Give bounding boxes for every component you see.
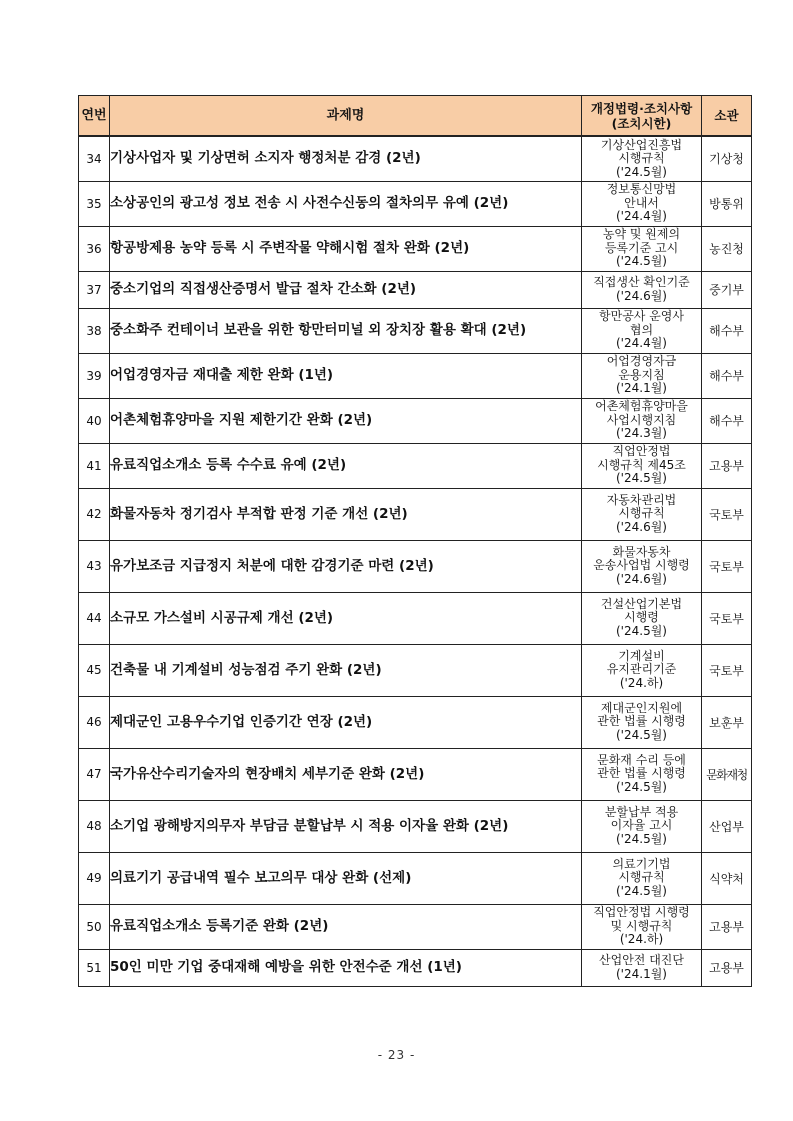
law-and-deadline: 건설산업기본법 시행령 ('24.5월): [582, 592, 702, 644]
task-title: 항공방제용 농약 등록 시 주변작물 약해시험 절차 완화 (2년): [110, 226, 582, 271]
row-number: 41: [79, 443, 110, 488]
header-no: 연번: [79, 96, 110, 137]
department: 국토부: [702, 644, 752, 696]
row-number: 45: [79, 644, 110, 696]
table-row: [79, 748, 752, 800]
law-and-deadline: 화물자동차 운송사업법 시행령 ('24.6월): [582, 540, 702, 592]
department: 농진청: [702, 226, 752, 271]
task-title: 유료직업소개소 등록 수수료 유예 (2년): [110, 443, 582, 488]
law-and-deadline: 항만공사 운영사 협의 ('24.4월): [582, 308, 702, 353]
row-number: 51: [79, 949, 110, 986]
law-and-deadline: 분할납부 적용 이자율 고시 ('24.5월): [582, 800, 702, 852]
row-number: 50: [79, 904, 110, 949]
table-row: [79, 904, 752, 949]
task-title: 소규모 가스설비 시공규제 개선 (2년): [110, 592, 582, 644]
row-number: 37: [79, 271, 110, 308]
task-title: 의료기기 공급내역 필수 보고의무 대상 완화 (선제): [110, 852, 582, 904]
row-number: 39: [79, 353, 110, 398]
row-number: 34: [79, 136, 110, 181]
department: 국토부: [702, 488, 752, 540]
header-law: 개정법령·조치사항 (조치시한): [582, 96, 702, 137]
table-row: [79, 271, 752, 308]
table-row: [79, 852, 752, 904]
law-and-deadline: 문화재 수리 등에 관한 법률 시행령 ('24.5월): [582, 748, 702, 800]
task-title: 유가보조금 지급정지 처분에 대한 감경기준 마련 (2년): [110, 540, 582, 592]
department: 산업부: [702, 800, 752, 852]
table-body: [79, 136, 752, 986]
row-number: 44: [79, 592, 110, 644]
task-title: 중소기업의 직접생산증명서 발급 절차 간소화 (2년): [110, 271, 582, 308]
table-row: [79, 308, 752, 353]
table-row: [79, 488, 752, 540]
row-number: 38: [79, 308, 110, 353]
department: 기상청: [702, 136, 752, 181]
table-row: [79, 949, 752, 986]
law-and-deadline: 의료기기법 시행규칙 ('24.5월): [582, 852, 702, 904]
task-title: 어업경영자금 재대출 제한 완화 (1년): [110, 353, 582, 398]
law-and-deadline: 기상산업진흥법 시행규칙 ('24.5월): [582, 136, 702, 181]
department: 고용부: [702, 949, 752, 986]
law-and-deadline: 제대군인지원에 관한 법률 시행령 ('24.5월): [582, 696, 702, 748]
task-title: 소상공인의 광고성 정보 전송 시 사전수신동의 절차의무 유예 (2년): [110, 181, 582, 226]
department: 해수부: [702, 353, 752, 398]
law-and-deadline: 농약 및 원제의 등록기준 고시 ('24.5월): [582, 226, 702, 271]
task-title: 건축물 내 기계설비 성능점검 주기 완화 (2년): [110, 644, 582, 696]
law-and-deadline: 정보통신망법 안내서 ('24.4월): [582, 181, 702, 226]
row-number: 42: [79, 488, 110, 540]
task-title: 유료직업소개소 등록기준 완화 (2년): [110, 904, 582, 949]
task-title: 제대군인 고용우수기업 인증기간 연장 (2년): [110, 696, 582, 748]
row-number: 40: [79, 398, 110, 443]
table-row: [79, 226, 752, 271]
table-row: [79, 181, 752, 226]
department: 고용부: [702, 443, 752, 488]
page-number: - 23 -: [377, 1048, 416, 1062]
table-row: [79, 800, 752, 852]
department: 방통위: [702, 181, 752, 226]
table-header-row: [79, 96, 752, 137]
table-row: [79, 592, 752, 644]
department: 국토부: [702, 592, 752, 644]
table-row: [79, 644, 752, 696]
law-and-deadline: 어업경영자금 운용지침 ('24.1월): [582, 353, 702, 398]
department: 고용부: [702, 904, 752, 949]
row-number: 46: [79, 696, 110, 748]
department: 해수부: [702, 398, 752, 443]
row-number: 43: [79, 540, 110, 592]
row-number: 49: [79, 852, 110, 904]
task-title: 중소화주 컨테이너 보관을 위한 항만터미널 외 장치장 활용 확대 (2년): [110, 308, 582, 353]
department: 식약처: [702, 852, 752, 904]
law-and-deadline: 산업안전 대진단 ('24.1월): [582, 949, 702, 986]
task-title: 국가유산수리기술자의 현장배치 세부기준 완화 (2년): [110, 748, 582, 800]
department: 문화재청: [702, 748, 752, 800]
task-title: 화물자동차 정기검사 부적합 판정 기준 개선 (2년): [110, 488, 582, 540]
task-title: 50인 미만 기업 중대재해 예방을 위한 안전수준 개선 (1년): [110, 949, 582, 986]
law-and-deadline: 자동차관리법 시행규칙 ('24.6월): [582, 488, 702, 540]
law-and-deadline: 어촌체험휴양마을 사업시행지침 ('24.3월): [582, 398, 702, 443]
law-and-deadline: 직업안정법 시행령 및 시행규칙 ('24.하): [582, 904, 702, 949]
task-title: 어촌체험휴양마을 지원 제한기간 완화 (2년): [110, 398, 582, 443]
law-and-deadline: 직업안정법 시행규칙 제45조 ('24.5월): [582, 443, 702, 488]
table-row: [79, 443, 752, 488]
law-and-deadline: 기계설비 유지관리기준 ('24.하): [582, 644, 702, 696]
table-row: [79, 136, 752, 181]
row-number: 48: [79, 800, 110, 852]
table-row: [79, 540, 752, 592]
row-number: 35: [79, 181, 110, 226]
table-row: [79, 353, 752, 398]
department: 보훈부: [702, 696, 752, 748]
header-title: 과제명: [110, 96, 582, 137]
law-and-deadline: 직접생산 확인기준 ('24.6월): [582, 271, 702, 308]
department: 중기부: [702, 271, 752, 308]
department: 국토부: [702, 540, 752, 592]
task-title: 기상사업자 및 기상면허 소지자 행정처분 감경 (2년): [110, 136, 582, 181]
row-number: 36: [79, 226, 110, 271]
table-row: [79, 696, 752, 748]
header-dept: 소관: [702, 96, 752, 137]
task-title: 소기업 광해방지의무자 부담금 분할납부 시 적용 이자율 완화 (2년): [110, 800, 582, 852]
regulation-table: [78, 95, 752, 987]
department: 해수부: [702, 308, 752, 353]
row-number: 47: [79, 748, 110, 800]
table-row: [79, 398, 752, 443]
